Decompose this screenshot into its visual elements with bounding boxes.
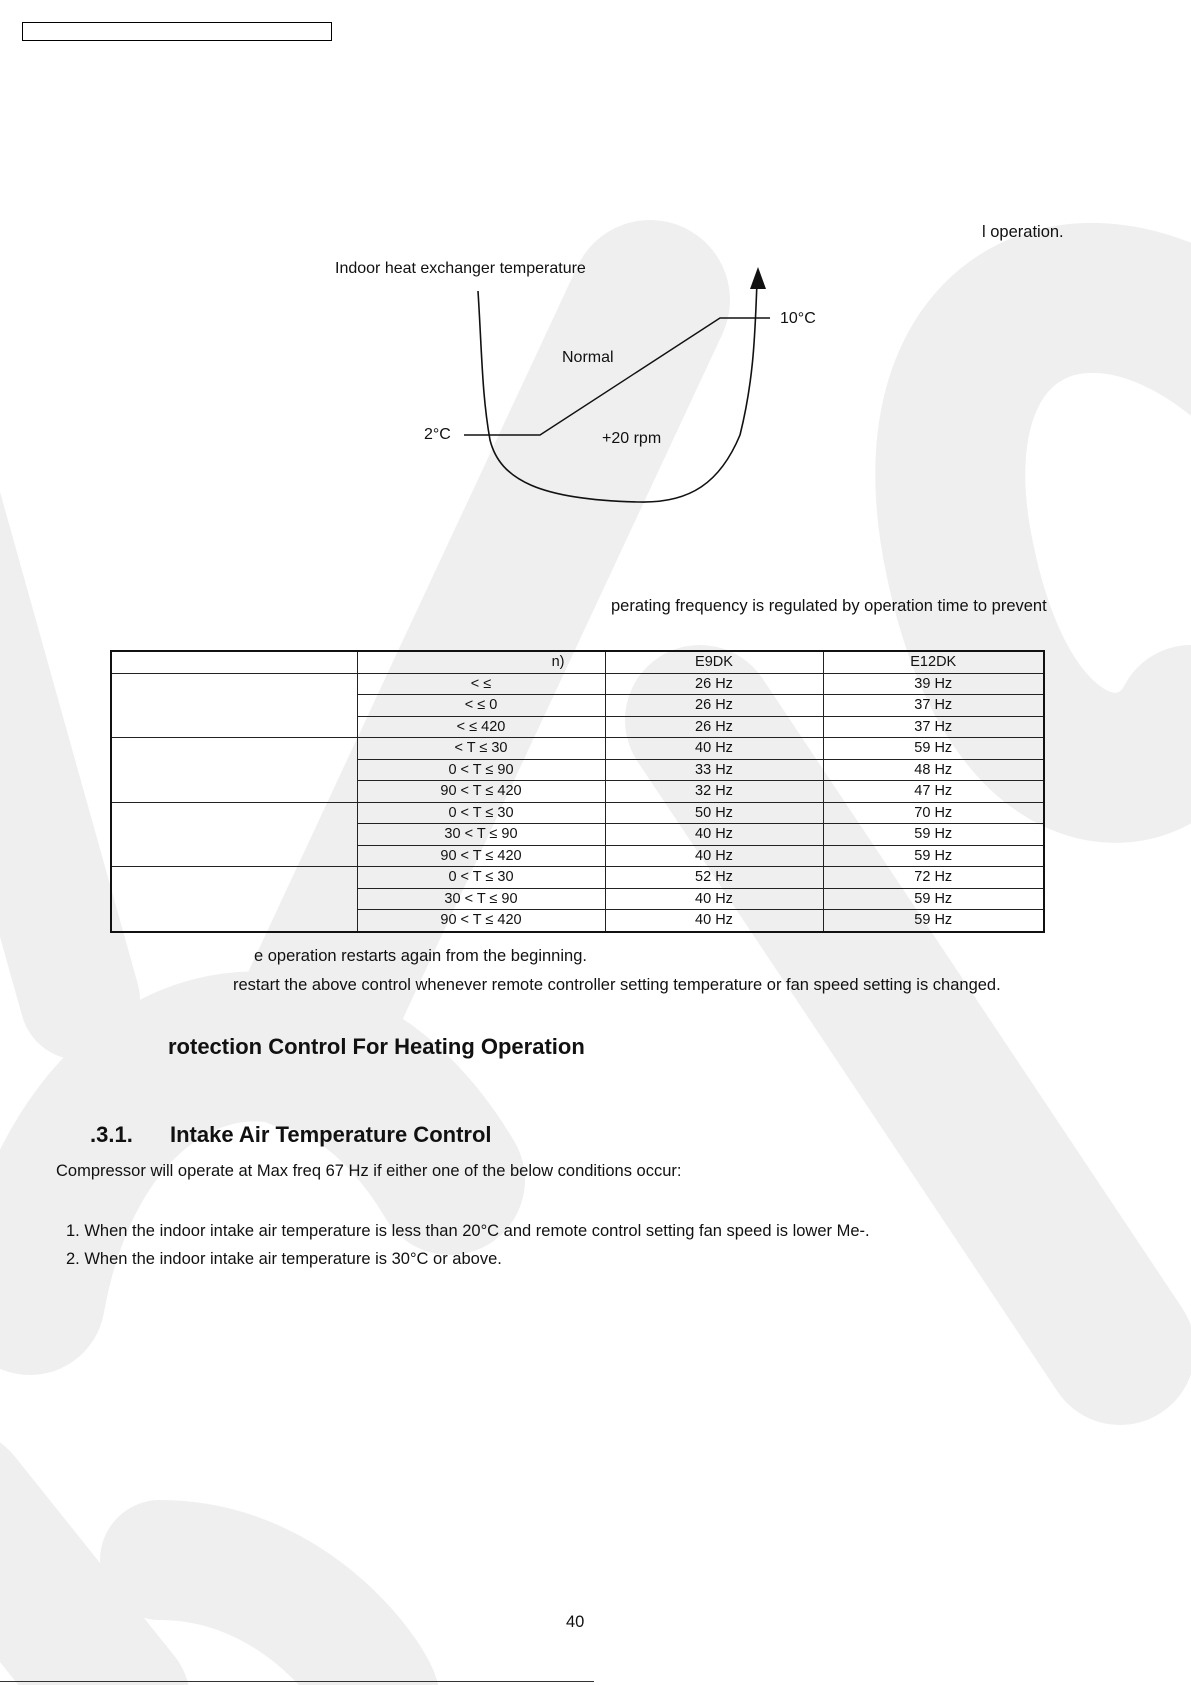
list-item-text: When the indoor intake air temperature is 30°C or above. <box>84 1250 502 1268</box>
table-cell-e9dk: 52 Hz <box>605 867 823 889</box>
table-cell-e12dk: 37 Hz <box>823 716 1044 738</box>
table-cell-range: 0 < T ≤ 30 <box>357 867 605 889</box>
table-cell-range: 30 < T ≤ 90 <box>357 888 605 910</box>
table-cell-range: 0 < T ≤ 90 <box>357 759 605 781</box>
table-cell-e12dk: 72 Hz <box>823 867 1044 889</box>
table-cell-e9dk: 40 Hz <box>605 738 823 760</box>
table-cell-e12dk: 59 Hz <box>823 738 1044 760</box>
list-item-number: 2. <box>66 1250 80 1268</box>
table-cell-range: < ≤ 0 <box>357 695 605 717</box>
table-cell-range: 90 < T ≤ 420 <box>357 845 605 867</box>
table-cell-range: < ≤ <box>357 673 605 695</box>
table-cell-range: < ≤ 420 <box>357 716 605 738</box>
chart-label-2c: 2°C <box>424 426 451 443</box>
table-cell-e9dk: 33 Hz <box>605 759 823 781</box>
table-group-cell <box>111 673 357 738</box>
table-cell-range: 30 < T ≤ 90 <box>357 824 605 846</box>
table-cell-e9dk: 50 Hz <box>605 802 823 824</box>
table-group-cell <box>111 802 357 867</box>
table-cell-e9dk: 40 Hz <box>605 845 823 867</box>
table-cell-e12dk: 59 Hz <box>823 910 1044 932</box>
paragraph-frequency: perating frequency is regulated by operation time to prevent <box>611 597 1047 615</box>
table-cell-e9dk: 26 Hz <box>605 673 823 695</box>
chart-zone-boost: +20 rpm <box>602 430 662 447</box>
note-restart: e operation restarts again from the beginning. <box>254 947 587 965</box>
header-title-box <box>22 22 332 41</box>
table-row <box>111 802 1044 824</box>
table-cell-e12dk: 59 Hz <box>823 888 1044 910</box>
section-title: rotection Control For Heating Operation <box>168 1034 585 1059</box>
heat-exchanger-chart <box>300 255 860 525</box>
list-item <box>66 1250 502 1269</box>
table-header-cell: n) <box>357 651 605 673</box>
table-cell-e12dk: 48 Hz <box>823 759 1044 781</box>
subsection-title: Intake Air Temperature Control <box>170 1122 492 1147</box>
page-number: 40 <box>566 1613 585 1631</box>
section-intro: Compressor will operate at Max freq 67 Hz if either one of the below conditions occur: <box>56 1162 682 1180</box>
list-item-number: 1. <box>66 1222 80 1240</box>
list-item <box>66 1222 870 1241</box>
table-cell-e9dk: 26 Hz <box>605 695 823 717</box>
table-header-row <box>111 651 1044 673</box>
table-cell-e12dk: 59 Hz <box>823 845 1044 867</box>
table-cell-e12dk: 37 Hz <box>823 695 1044 717</box>
table-row <box>111 867 1044 889</box>
note-remote-change: restart the above control whenever remote controller setting temperature or fan speed setting is changed. <box>233 976 1001 994</box>
table-row <box>111 738 1044 760</box>
table-cell-e12dk: 59 Hz <box>823 824 1044 846</box>
table-row <box>111 673 1044 695</box>
table-header-cell: E9DK <box>605 651 823 673</box>
table-group-cell <box>111 738 357 803</box>
subsection-number: .3.1. <box>90 1122 133 1147</box>
footer-divider <box>0 1681 594 1682</box>
table-cell-e9dk: 40 Hz <box>605 888 823 910</box>
intro-text-fragment: l operation. <box>982 223 1064 241</box>
chart-arrow-head <box>750 267 766 289</box>
table-header-cell: E12DK <box>823 651 1044 673</box>
table-cell-e9dk: 26 Hz <box>605 716 823 738</box>
table-cell-range: 90 < T ≤ 420 <box>357 910 605 932</box>
chart-u-curve <box>478 283 757 502</box>
table-cell-e12dk: 47 Hz <box>823 781 1044 803</box>
table-group-cell <box>111 867 357 932</box>
table-header-cell <box>111 651 357 673</box>
table-cell-e9dk: 40 Hz <box>605 824 823 846</box>
table-cell-range: < T ≤ 30 <box>357 738 605 760</box>
frequency-table <box>110 650 1045 933</box>
chart-label-10c: 10°C <box>780 310 816 327</box>
chart-zone-normal: Normal <box>562 349 614 366</box>
list-item-text: When the indoor intake air temperature is less than 20°C and remote control setting fan speed is lower Me-. <box>84 1222 870 1240</box>
table-cell-e9dk: 40 Hz <box>605 910 823 932</box>
chart-y-label: Indoor heat exchanger temperature <box>335 260 586 277</box>
table-cell-range: 90 < T ≤ 420 <box>357 781 605 803</box>
chart-threshold-line <box>464 318 770 435</box>
table-cell-range: 0 < T ≤ 30 <box>357 802 605 824</box>
table-cell-e9dk: 32 Hz <box>605 781 823 803</box>
table-cell-e12dk: 39 Hz <box>823 673 1044 695</box>
table-cell-e12dk: 70 Hz <box>823 802 1044 824</box>
